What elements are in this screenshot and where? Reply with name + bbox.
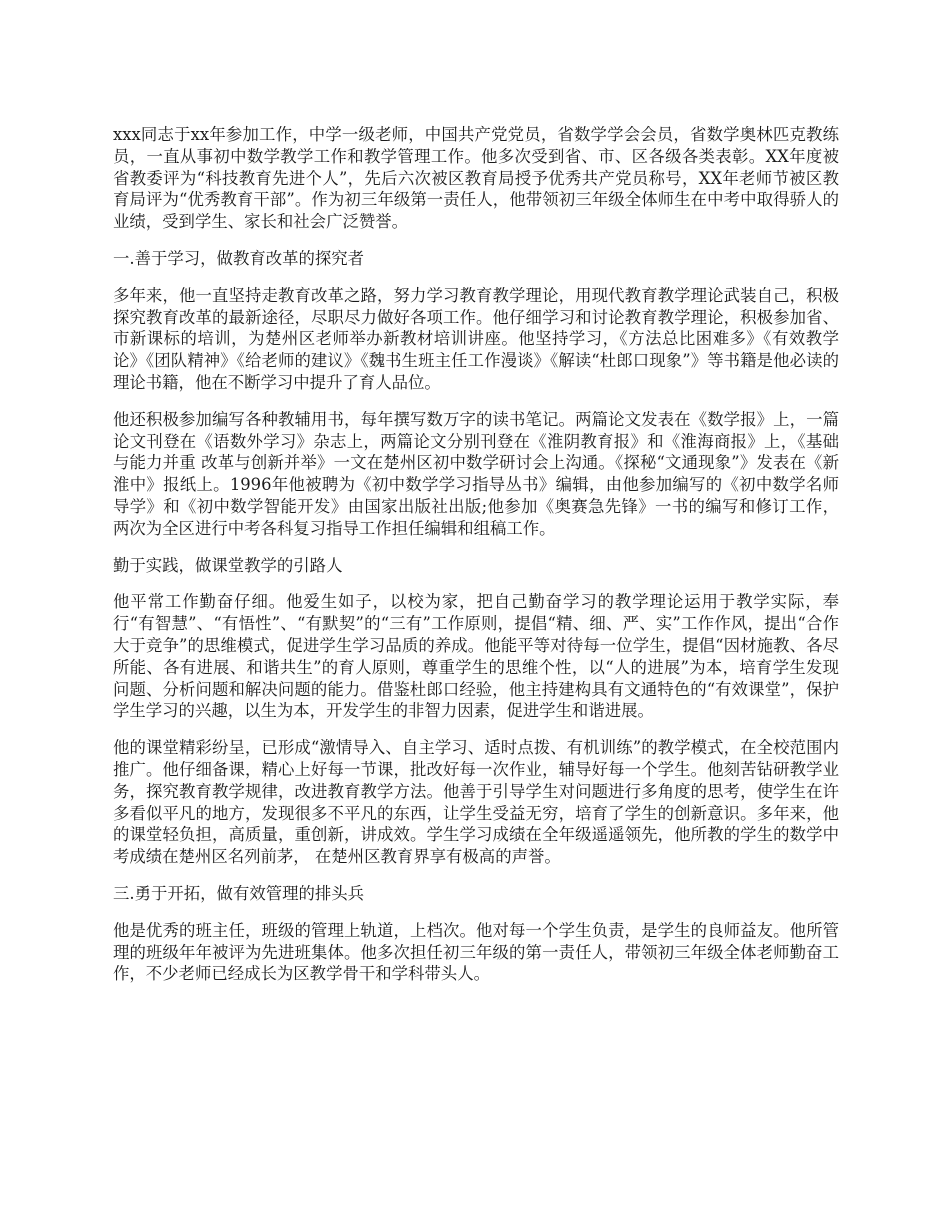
paragraph-learning-2: 他还积极参加编写各种教辅用书，每年撰写数万字的读书笔记。两篇论文发表在《数学报》上，一篇论文刊登在《语数外学习》杂志上，两篇论文分别刊登在《淮阴教育报》和《淮海商报》上，《基础与能力并重 改革与创新并举》一文在楚州区初中数学研讨会上沟通。《探秘“文通现象”》发表在《新淮中》报纸上。1996年他被聘为《初中数学学习指导丛书》编辑，由他参加编写的《初中数学名师导学》和《初中数学智能开发》由国家出版社出版;他参加《奥赛急先锋》一书的编写和修订工作，两次为全区进行中考各科复习指导工作担任编辑和组稿工作。 <box>113 409 839 538</box>
document-body <box>113 124 839 1000</box>
section-heading-practice: 勤于实践，做课堂教学的引路人 <box>113 555 343 575</box>
paragraph-learning-1: 多年来，他一直坚持走教育改革之路，努力学习教育教学理论，用现代教育教学理论武装自己，积极探究教育改革的最新途径，尽职尽力做好各项工作。他仔细学习和讨论教育教学理论，积极参加省、市新课标的培训，为楚州区老师举办新教材培训讲座。他坚持学习，《方法总比困难多》《有效教学论》《团队精神》《给老师的建议》《魏书生班主任工作漫谈》《解读“杜郎口现象”》等书籍是他必读的理论书籍，他在不断学习中提升了育人品位。 <box>113 285 839 392</box>
section-heading-learning: 一.善于学习，做教育改革的探究者 <box>113 248 365 268</box>
paragraph-intro: xxx同志于xx年参加工作，中学一级老师，中国共产党党员，省数学学会会员，省数学奥林匹克教练员，一直从事初中数学教学工作和教学管理工作。他多次受到省、市、区各级各类表彰。XX年度被省教委评为“科技教育先进个人”，先后六次被区教育局授予优秀共产党员称号，XX年老师节被区教育局评为“优秀教育干部”。作为初三年级第一责任人，他带领初三年级全体师生在中考中取得骄人的业绩，受到学生、家长和社会广泛赞誉。 <box>113 125 839 232</box>
paragraph-management-1: 他是优秀的班主任，班级的管理上轨道，上档次。他对每一个学生负责，是学生的良师益友。他所管理的班级年年被评为先进班集体。他多次担任初三年级的第一责任人，带领初三年级全体老师勤奋工作，不少老师已经成长为区教学骨干和学科带头人。 <box>113 920 839 984</box>
paragraph-practice-1: 他平常工作勤奋仔细。他爱生如子，以校为家，把自己勤奋学习的教学理论运用于教学实际，奉行“有智慧”、“有悟性”、“有默契”的“三有”工作原则，提倡“精、细、严、实”工作作风，提出“合作大于竞争”的思维模式，促进学生学习品质的养成。他能平等对待每一位学生，提倡“因材施教、各尽所能、各有进展、和谐共生”的育人原则，尊重学生的思维个性，以“人的进展”为本，培育学生发现问题、分析问题和解决问题的能力。借鉴杜郎口经验，他主持建构具有文通特色的“有效课堂”，保护学生学习的兴趣，以生为本，开发学生的非智力因素，促进学生和谐进展。 <box>113 592 839 721</box>
section-heading-management: 三.勇于开拓，做有效管理的排头兵 <box>113 883 365 903</box>
paragraph-practice-2: 他的课堂精彩纷呈，已形成“激情导入、自主学习、适时点拨、有机训练”的教学模式，在全校范围内推广。他仔细备课，精心上好每一节课，批改好每一次作业，辅导好每一个学生。他刻苦钻研教学业务，探究教育教学规律，改进教育教学方法。他善于引导学生对问题进行多角度的思考，使学生在许多看似平凡的地方，发现很多不平凡的东西，让学生受益无穷，培育了学生的创新意识。多年来，他的课堂轻负担，高质量，重创新，讲成效。学生学习成绩在全年级遥遥领先，他所教的学生的数学中考成绩在楚州区名列前茅， 在楚州区教育界享有极高的声誉。 <box>113 738 839 867</box>
